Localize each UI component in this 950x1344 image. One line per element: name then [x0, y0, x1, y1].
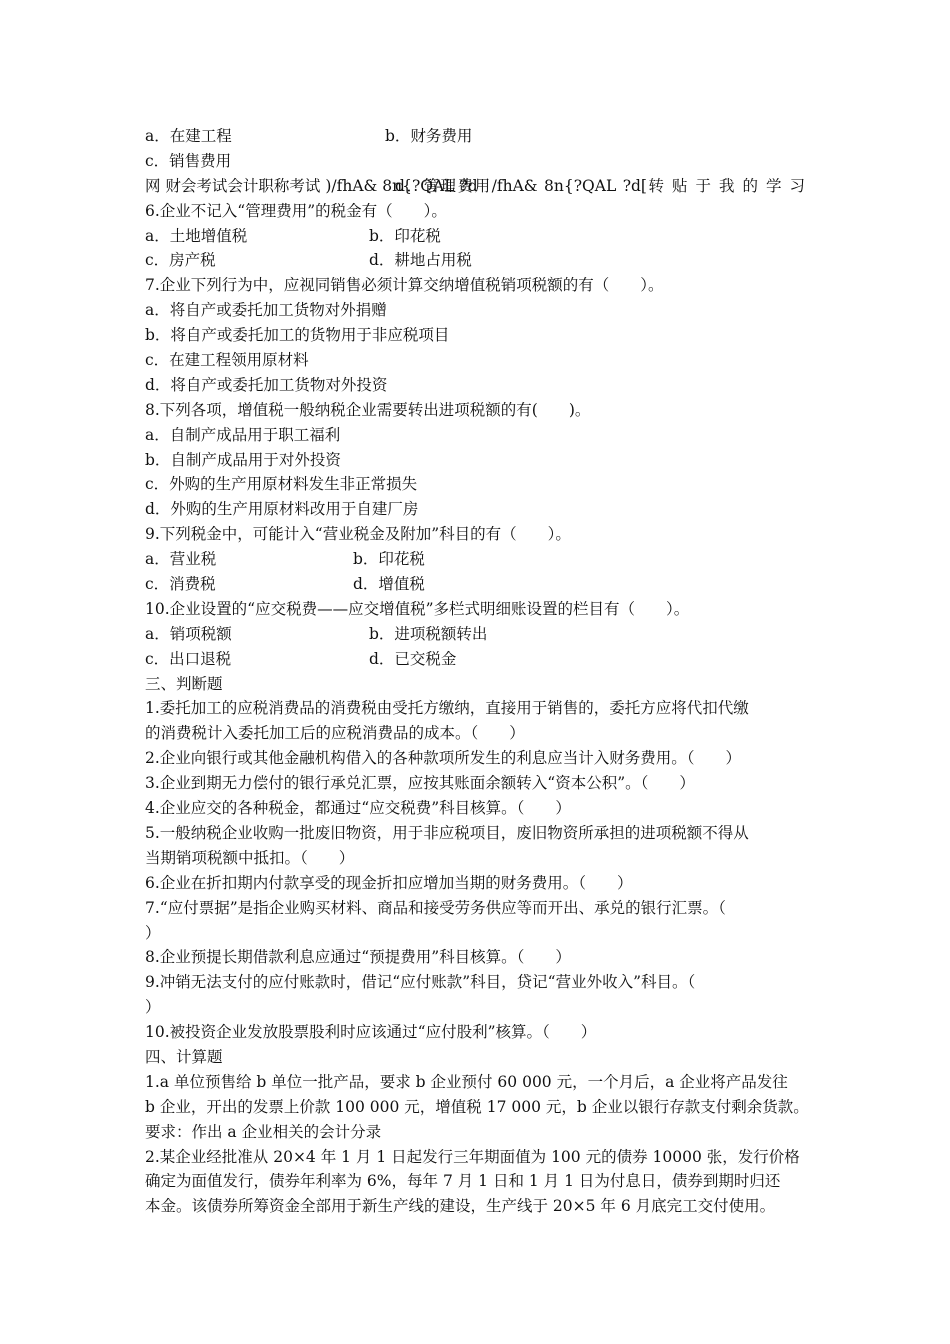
- judgment-5: 5.一般纳税企业收购一批废旧物资，用于非应税项目，废旧物资所承担的进项税额不得从: [145, 823, 749, 842]
- option-row: [145, 124, 805, 149]
- judgment-9-continued: ）: [145, 998, 161, 1017]
- calc-1-continued: b 企业，开出的发票上价款 100 000 元，增值税 17 000 元，b 企业以银行存款支付剩余货款。: [145, 1097, 809, 1116]
- judgment-7: 7.“应付票据”是指企业购买材料、商品和接受劳务供应等而开出、承兑的银行汇票。（: [145, 898, 726, 917]
- section-4-title: 四、计算题: [145, 1047, 223, 1066]
- judgment-1: 1.委托加工的应税消费品的消费税由受托方缴纳，直接用于销售的，委托方应将代扣代缴: [145, 699, 749, 718]
- judgment-1-continued: 的消费税计入委托加工后的应税消费品的成本。（ ）: [145, 724, 525, 743]
- option-a: a．自制产成品用于职工福利: [145, 425, 341, 444]
- option-row: [145, 248, 805, 273]
- judgment-8: 8.企业预提长期借款利息应通过“预提费用”科目核算。（ ）: [145, 948, 571, 967]
- judgment-6: 6.企业在折扣期内付款享受的现金折扣应增加当期的财务费用。（ ）: [145, 873, 633, 892]
- option-b: b．印花税: [353, 550, 425, 569]
- judgment-3: 3.企业到期无力偿付的银行承兑汇票，应按其账面余额转入“资本公积”。（ ）: [145, 774, 695, 793]
- judgment-7-continued: ）: [145, 923, 161, 942]
- calc-2: 2.某企业经批准从 20×4 年 1 月 1 日起发行三年期面值为 100 元的债券 10000 张，发行价格: [145, 1147, 800, 1166]
- option-b: b．进项税额转出: [369, 624, 488, 643]
- option-row: [145, 572, 805, 597]
- option-a: a．销项税额: [145, 624, 232, 643]
- question-10-stem: 10.企业设置的“应交税费——应交增值税”多栏式明细账设置的栏目有（ ）。: [145, 599, 690, 618]
- option-a: a．将自产或委托加工货物对外捐赠: [145, 301, 387, 320]
- option-row: [145, 622, 805, 647]
- option-c: c．消费税: [145, 575, 216, 594]
- option-d: d．管理费用/fhA& 8n{?QAL ?d[转 贴 于 我 的 学 习: [395, 176, 805, 195]
- option-d: d．外购的生产用原材料改用于自建厂房: [145, 500, 419, 519]
- judgment-2: 2.企业向银行或其他金融机构借入的各种款项所发生的利息应当计入财务费用。（ ）: [145, 749, 742, 768]
- option-a: a．在建工程: [145, 127, 232, 145]
- option-c: c．在建工程领用原材料: [145, 351, 309, 370]
- calc-2-continued: 确定为面值发行，债券年利率为 6%，每年 7 月 1 日和 1 月 1 日为付息日，债券到期时归还: [145, 1172, 781, 1191]
- judgment-9: 9.冲销无法支付的应付账款时，借记“应付账款”科目，贷记“营业外收入”科目。（: [145, 973, 696, 992]
- option-a: a．土地增值税: [145, 226, 248, 245]
- option-d: d．耕地占用税: [369, 251, 472, 270]
- judgment-10: 10.被投资企业发放股票股利时应该通过“应付股利”核算。（ ）: [145, 1023, 597, 1042]
- option-row: [145, 224, 805, 249]
- calc-1-requirement: 要求：作出 a 企业相关的会计分录: [145, 1122, 382, 1141]
- option-d: d．增值税: [353, 575, 425, 594]
- calc-1: 1.a 单位预售给 b 单位一批产品，要求 b 企业预付 60 000 元，一个月后，a 企业将产品发往: [145, 1072, 788, 1091]
- option-d-continued: 网 财会考试会计职称考试 )/fhA& 8n{?QAL ?d: [145, 176, 478, 195]
- question-7-stem: 7.企业下列行为中，应视同销售必须计算交纳增值税销项税额的有（ ）。: [145, 276, 664, 295]
- option-d: d．已交税金: [369, 649, 457, 668]
- option-d: d．将自产或委托加工货物对外投资: [145, 375, 388, 394]
- option-b: b．将自产或委托加工的货物用于非应税项目: [145, 326, 450, 345]
- option-b: b．自制产成品用于对外投资: [145, 450, 341, 469]
- judgment-4: 4.企业应交的各种税金，都通过“应交税费”科目核算。（ ）: [145, 799, 571, 818]
- section-3-title: 三、判断题: [145, 674, 223, 693]
- option-c: c．出口退税: [145, 649, 232, 668]
- document-body: [145, 124, 809, 1219]
- option-a: a．营业税: [145, 550, 217, 569]
- judgment-5-continued: 当期销项税额中抵扣。（ ）: [145, 848, 355, 867]
- option-c: c．房产税: [145, 251, 216, 270]
- question-8-stem: 8.下列各项，增值税一般纳税企业需要转出进项税额的有( )。: [145, 400, 591, 419]
- option-b: b．印花税: [369, 226, 441, 245]
- option-c: c．外购的生产用原材料发生非正常损失: [145, 475, 418, 494]
- option-b: b．财务费用: [385, 127, 473, 145]
- question-6-stem: 6.企业不记入“管理费用”的税金有（ ）。: [145, 201, 447, 220]
- calc-2-continued: 本金。该债券所筹资金全部用于新生产线的建设，生产线于 20×5 年 6 月底完工交付使用。: [145, 1197, 776, 1216]
- question-9-stem: 9.下列税金中，可能计入“营业税金及附加”科目的有（ ）。: [145, 525, 571, 544]
- option-row: [145, 647, 805, 672]
- option-c: c．销售费用: [145, 151, 232, 170]
- option-row: [145, 547, 805, 572]
